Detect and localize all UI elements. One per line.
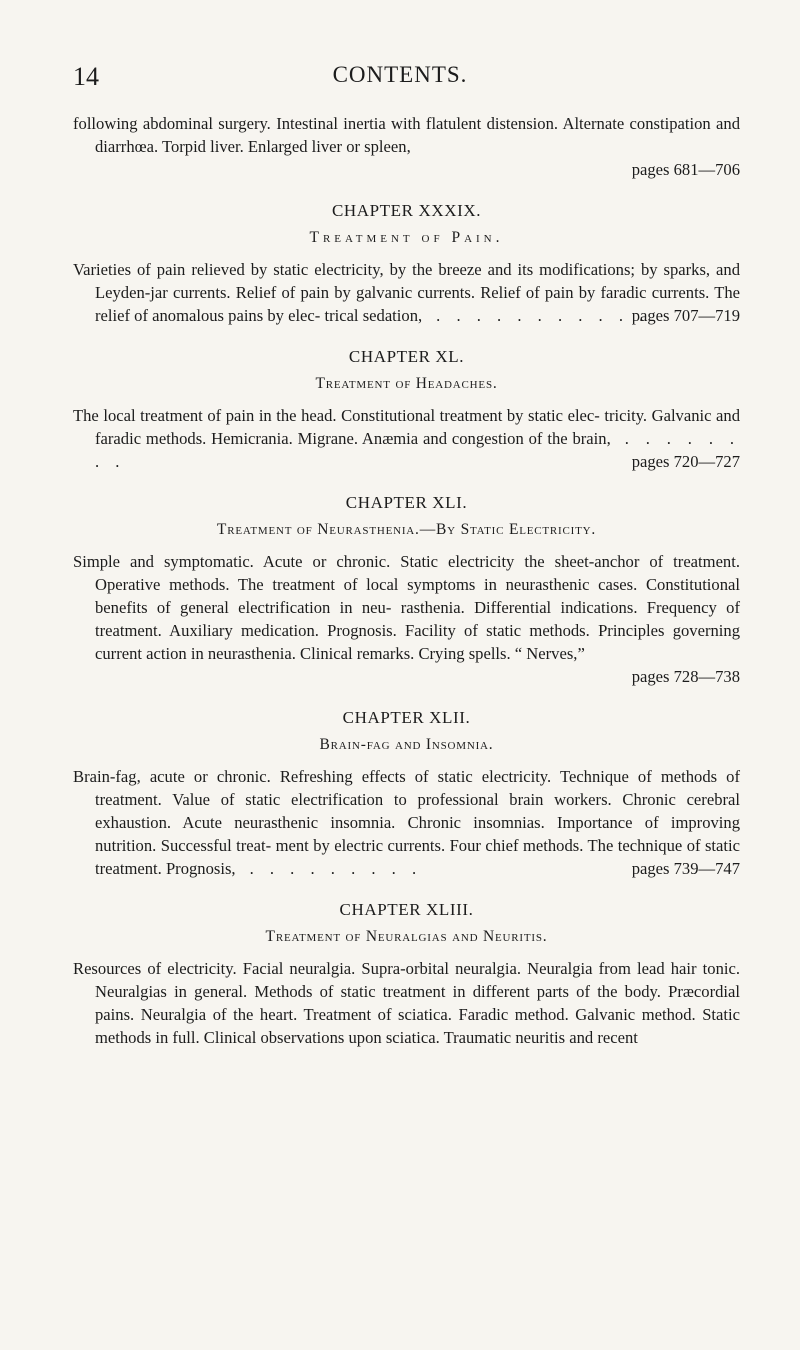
chapter-number: CHAPTER XL. xyxy=(348,347,465,366)
chapter-title: Treatment of Neuralgias and Neuritis. xyxy=(265,928,548,945)
chapter-summary xyxy=(73,404,740,473)
dot-leader: . . . . . . . . . . . xyxy=(436,306,650,325)
intro-paragraph: following abdominal surgery. Intestinal inertia with flatulent distension. Alternate constipation and diarrhœa. Torpid liver. Enlarged liver or spleen, xyxy=(73,114,740,156)
chapter-pages: pages 739—747 xyxy=(631,859,740,878)
chapter-number: CHAPTER XXXIX. xyxy=(331,201,482,220)
chapter-title: Treatment of Headaches. xyxy=(315,375,498,392)
chapter-pages: pages 728—738 xyxy=(631,667,740,686)
chapter-title: Treatment of Neurasthenia.—By Static Electricity. xyxy=(216,521,597,538)
page-number: 14 xyxy=(73,62,99,91)
chapter-summary-text: Brain-fag, acute or chronic. Refreshing effects of static electricity. Technique of methods of treatment. Value of static electrification to professional brain workers. Chronic cerebral exhaustion. Acute neurasthenic insomnia. Chronic insomnias. Importance of improving nutrition. Successful treat- ment by electric currents. Four chief methods. The technique of static treatment. Prognosis, xyxy=(73,767,740,878)
chapter-title: Treatment of Pain. xyxy=(309,229,504,246)
contents-body xyxy=(73,112,740,1049)
chapter-pages: pages 707—719 xyxy=(631,306,740,325)
chapter-number: CHAPTER XLII. xyxy=(342,708,471,727)
running-head: CONTENTS. xyxy=(332,62,468,87)
chapter-number: CHAPTER XLI. xyxy=(345,493,468,512)
intro-pages: pages 681—706 xyxy=(631,160,740,179)
chapter-summary xyxy=(73,258,740,327)
chapter-pages: pages 720—727 xyxy=(631,452,740,471)
dot-leader: . . . . . . . . xyxy=(95,429,740,471)
chapter-summary-text: The local treatment of pain in the head. Constitutional treatment by static elec- tricity. Galvanic and faradic methods. Hemicrania. Migrane. Anæmia and congestion of the brain, xyxy=(73,406,740,448)
chapter-number: CHAPTER XLIII. xyxy=(339,900,474,919)
chapter-title: Brain-fag and Insomnia. xyxy=(319,736,494,753)
page-header xyxy=(0,62,800,96)
chapter-summary-text: Simple and symptomatic. Acute or chronic. Static electricity the sheet-anchor of treatment. Operative methods. The treatment of local symptoms in neurasthenic cases. Constitutional benefits of general electrification in neu- rasthenia. Differential indications. Frequency of treatment. Auxiliary medication. Prognosis. Facility of static methods. Principles governing current action in neurasthenia. Clinical remarks. Crying spells. “ Nerves,” xyxy=(73,552,740,663)
chapter-summary xyxy=(73,765,740,880)
chapter-summary-text: Varieties of pain relieved by static electricity, by the breeze and its modifications; by sparks, and Leyden-jar currents. Relief of pain by galvanic currents. Relief of pain by faradic currents. The relief of anomalous pains by elec- trical sedation, xyxy=(73,260,740,325)
dot-leader: . . . . . . . . . xyxy=(249,859,423,878)
chapter-summary-text: Resources of electricity. Facial neuralgia. Supra-orbital neuralgia. Neuralgia from lead hair tonic. Neuralgias in general. Methods of static treatment in different parts of the body. Præcordial pains. Neuralgia of the heart. Treatment of sciatica. Faradic method. Galvanic method. Static methods in full. Clinical observations upon sciatica. Traumatic neuritis and recent xyxy=(73,959,740,1047)
